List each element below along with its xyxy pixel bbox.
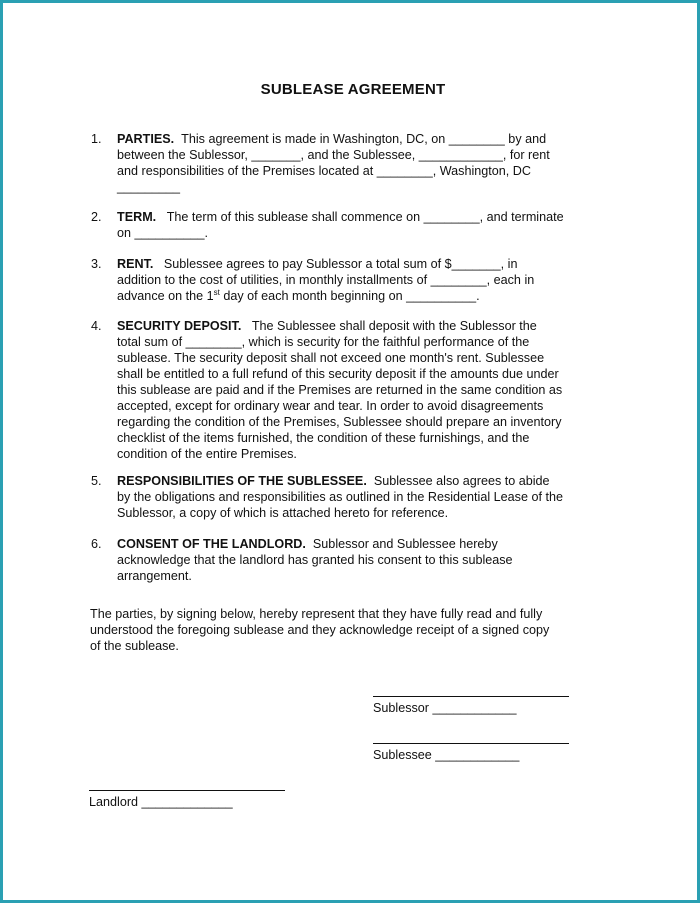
- section-heading: SECURITY DEPOSIT.: [117, 319, 242, 333]
- section-number: 3.: [91, 257, 102, 271]
- section-number: 1.: [91, 132, 102, 146]
- landlord-label: Landlord _____________: [89, 795, 233, 809]
- ordinal-suffix: st: [213, 287, 220, 297]
- section-line: arrangement.: [117, 569, 192, 583]
- section-line: [117, 318, 601, 334]
- section-line: this sublease are paid and if the Premises are returned in the same condition as: [117, 383, 563, 397]
- section-line: [117, 288, 601, 304]
- section-line: and responsibilities of the Premises located at ________, Washington, DC: [117, 164, 531, 178]
- sublessor-label: Sublessor ____________: [373, 701, 517, 715]
- section-line: [117, 536, 601, 552]
- section-text: The term of this sublease shall commence on ________, and terminate: [166, 210, 564, 224]
- closing-line: of the sublease.: [90, 639, 179, 653]
- section-line: accepted, except for ordinary wear and tear. In order to avoid disagreements: [117, 399, 544, 413]
- section-text: Sublessee agrees to pay Sublessor a total sum of $_______, in: [163, 257, 518, 271]
- section-number: 5.: [91, 474, 102, 488]
- section-heading: PARTIES.: [117, 132, 175, 146]
- section-line: [117, 256, 601, 272]
- landlord-signature-block: [89, 790, 285, 810]
- section-line: checklist of the items furnished, the condition of these furnishings, and the: [117, 431, 530, 445]
- closing-line: understood the foregoing sublease and they acknowledge receipt of a signed copy: [90, 623, 550, 637]
- section-line: [117, 209, 601, 225]
- section-line: on __________.: [117, 226, 209, 240]
- section-number: 2.: [91, 210, 102, 224]
- section-rent: [91, 256, 601, 304]
- section-heading: CONSENT OF THE LANDLORD.: [117, 537, 306, 551]
- section-line: _________: [117, 180, 181, 194]
- section-number: 6.: [91, 537, 102, 551]
- section-text: The Sublessee shall deposit with the Sublessor the: [251, 319, 537, 333]
- section-line: total sum of ________, which is security for the faithful performance of the: [117, 335, 530, 349]
- section-consent: [91, 536, 601, 584]
- signature-line: [373, 696, 569, 697]
- section-text: Sublessee also agrees to abide: [373, 474, 550, 488]
- section-term: [91, 209, 601, 241]
- closing-line: The parties, by signing below, hereby represent that they have fully read and fully: [90, 607, 543, 621]
- section-line: between the Sublessor, _______, and the Sublessee, ____________, for rent: [117, 148, 550, 162]
- signature-line: [373, 743, 569, 744]
- section-parties: [91, 131, 601, 195]
- section-heading: RESPONSIBILITIES OF THE SUBLESSEE.: [117, 474, 367, 488]
- section-responsibilities: [91, 473, 601, 521]
- section-heading: TERM.: [117, 210, 157, 224]
- closing-paragraph: [90, 606, 610, 654]
- sublessee-label: Sublessee ____________: [373, 748, 520, 762]
- section-text: advance on the 1: [117, 289, 214, 303]
- section-line: [117, 131, 601, 147]
- section-line: addition to the cost of utilities, in monthly installments of ________, each in: [117, 273, 535, 287]
- sublessee-signature-block: [373, 743, 569, 763]
- section-line: by the obligations and responsibilities as outlined in the Residential Lease of the: [117, 490, 563, 504]
- section-line: [117, 473, 601, 489]
- section-text: day of each month beginning on __________.: [219, 289, 480, 303]
- section-heading: RENT.: [117, 257, 154, 271]
- section-text: Sublessor and Sublessee hereby: [312, 537, 498, 551]
- section-line: condition of the entire Premises.: [117, 447, 297, 461]
- section-line: shall be entitled to a full refund of this security deposit if the amounts due under: [117, 367, 559, 381]
- signature-line: [89, 790, 285, 791]
- section-line: Sublessor, a copy of which is attached hereto for reference.: [117, 506, 449, 520]
- section-line: acknowledge that the landlord has granted his consent to this sublease: [117, 553, 513, 567]
- document-title: SUBLEASE AGREEMENT: [260, 81, 446, 98]
- sublessor-signature-block: [373, 696, 569, 716]
- section-security-deposit: [91, 318, 601, 462]
- section-line: sublease. The security deposit shall not exceed one month's rent. Sublessee: [117, 351, 545, 365]
- section-text: This agreement is made in Washington, DC, on ________ by and: [181, 132, 547, 146]
- section-number: 4.: [91, 319, 102, 333]
- section-line: regarding the condition of the Premises, Sublessee should prepare an inventory: [117, 415, 562, 429]
